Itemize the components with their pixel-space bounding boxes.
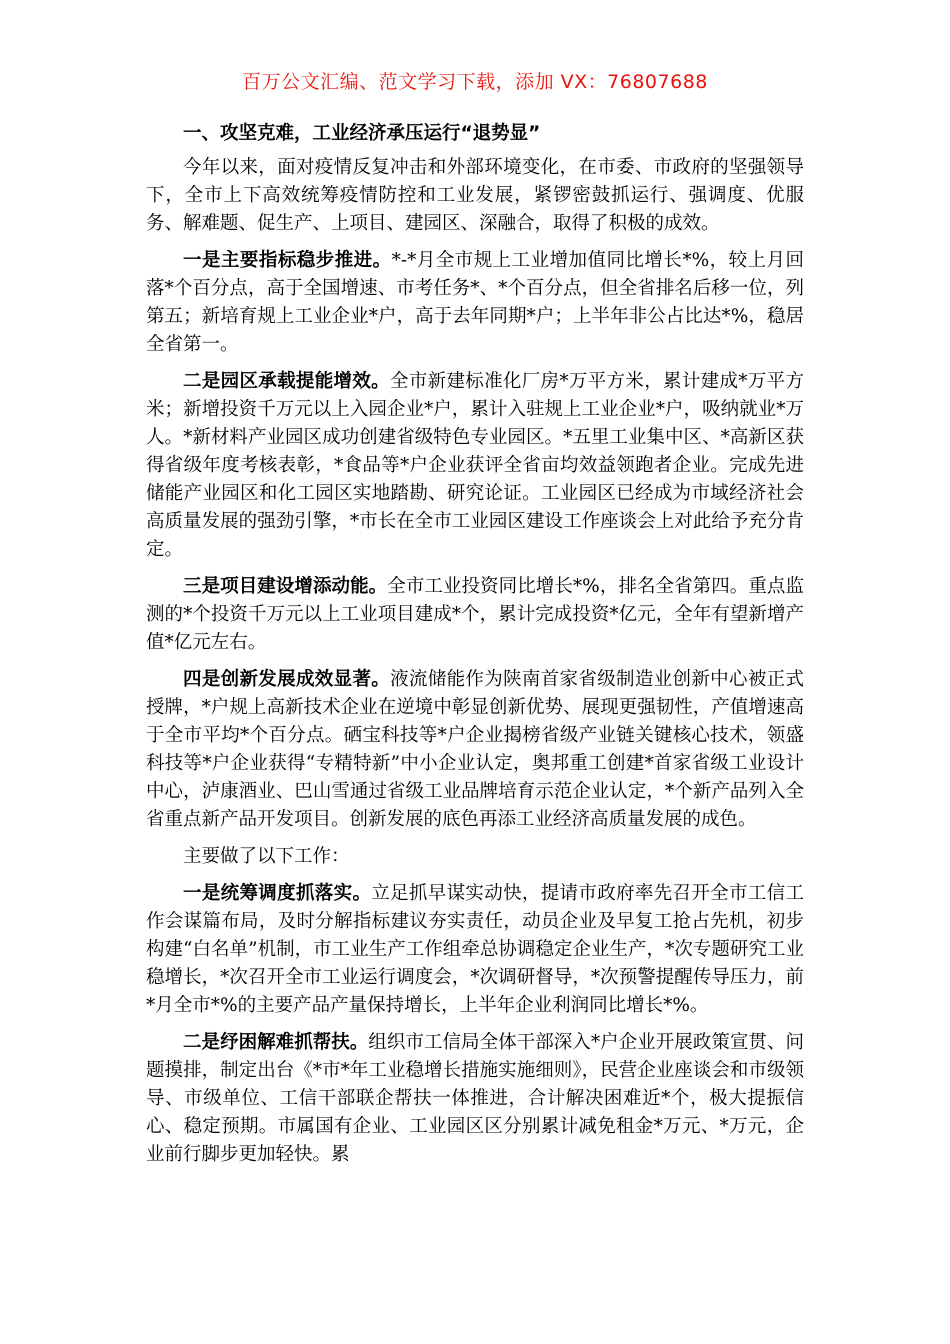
paragraph-item-3 bbox=[146, 573, 804, 657]
paragraph-lead: 一是统筹调度抓落实。 bbox=[183, 883, 372, 904]
paragraph-lead: 三是项目建设增添动能。 bbox=[183, 576, 388, 597]
work-item-1 bbox=[146, 880, 804, 1020]
paragraph-lead: 四是创新发展成效显著。 bbox=[183, 669, 391, 690]
intro-paragraph: 今年以来，面对疫情反复冲击和外部环境变化，在市委、市政府的坚强领导下，全市上下高效统筹疫情防控和工业发展，紧锣密鼓抓运行、强调度、优服务、解难题、促生产、上项目、建园区、深融合，取得了积极的成效。 bbox=[146, 157, 804, 234]
paragraph-lead: 二是园区承载提能增效。 bbox=[183, 371, 390, 392]
promo-banner: 百万公文汇编、范文学习下载，添加 VX：76807688 bbox=[242, 71, 708, 93]
paragraph-text: 全市工业投资同比增长*%，排名全省第四。重点监测的*个投资千万元以上工业项目建成*个，累计完成投资*亿元，全年有望新增产值*亿元左右。 bbox=[146, 576, 804, 653]
paragraph-text: 立足抓早谋实动快，提请市政府率先召开全市工信工作会谋篇布局，及时分解指标建议夯实责任，动员企业及早复工抢占先机，初步构建“白名单”机制，市工业生产工作组牵总协调稳定企业生产，*次专题研究工业稳增长，*次召开全市工业运行调度会，*次调研督导，*次预警提醒传导压力，前*月全市*%的主要产品产量保持增长，上半年企业利润同比增长*%。 bbox=[146, 883, 804, 1016]
paragraph-text: 液流储能作为陕南首家省级制造业创新中心被正式授牌，*户规上高新技术企业在逆境中彰显创新优势、展现更强韧性，产值增速高于全市平均*个百分点。硒宝科技等*户企业揭榜省级产业链关键核心技术，领盛科技等*户企业获得“专精特新”中小企业认定，奥邦重工创建*首家省级工业设计中心，泸康酒业、巴山雪通过省级工业品牌培育示范企业认定，*个新产品列入全省重点新产品开发项目。创新发展的底色再添工业经济高质量发展的成色。 bbox=[146, 669, 804, 830]
paragraph-text: *-*月全市规上工业增加值同比增长*%，较上月回落*个百分点，高于全国增速、市考任务*、*个百分点，但全省排名后移一位，列第五；新培育规上工业企业*户，高于去年同期*户；上半年非公占比达*%，稳居全省第一。 bbox=[146, 250, 804, 355]
paragraph-item-1 bbox=[146, 247, 804, 359]
paragraph-item-2 bbox=[146, 368, 804, 564]
paragraph-lead: 二是纾困解难抓帮扶。 bbox=[183, 1032, 369, 1053]
paragraph-text: 全市新建标准化厂房*万平方米，累计建成*万平方米；新增投资千万元以上入园企业*户，累计入驻规上工业企业*户，吸纳就业*万人。*新材料产业园区成功创建省级特色专业园区。*五里工业集中区、*高新区获得省级年度考核表彰，*食品等*户企业获评全省亩均效益领跑者企业。完成先进储能产业园区和化工园区实地踏勘、研究论证。工业园区已经成为市域经济社会高质量发展的强劲引擎，*市长在全市工业园区建设工作座谈会上对此给予充分肯定。 bbox=[146, 371, 804, 560]
work-item-2 bbox=[146, 1029, 804, 1169]
section-heading: 一、攻坚克难，工业经济承压运行“退势显” bbox=[183, 123, 541, 144]
paragraph-lead: 一是主要指标稳步推进。 bbox=[183, 250, 392, 271]
document-body bbox=[146, 120, 804, 1178]
paragraph-text: 组织市工信局全体干部深入*户企业开展政策宣贯、问题摸排，制定出台《*市*年工业稳增长措施实施细则》，民营企业座谈会和市级领导、市级单位、工信干部联企帮扶一体推进，合计解决困难近*个，极大提振信心、稳定预期。市属国有企业、工业园区区分别累计减免租金*万元、*万元，企业前行脚步更加轻快。累 bbox=[146, 1032, 804, 1165]
paragraph-item-4 bbox=[146, 666, 804, 834]
work-intro-paragraph: 主要做了以下工作： bbox=[183, 846, 350, 867]
